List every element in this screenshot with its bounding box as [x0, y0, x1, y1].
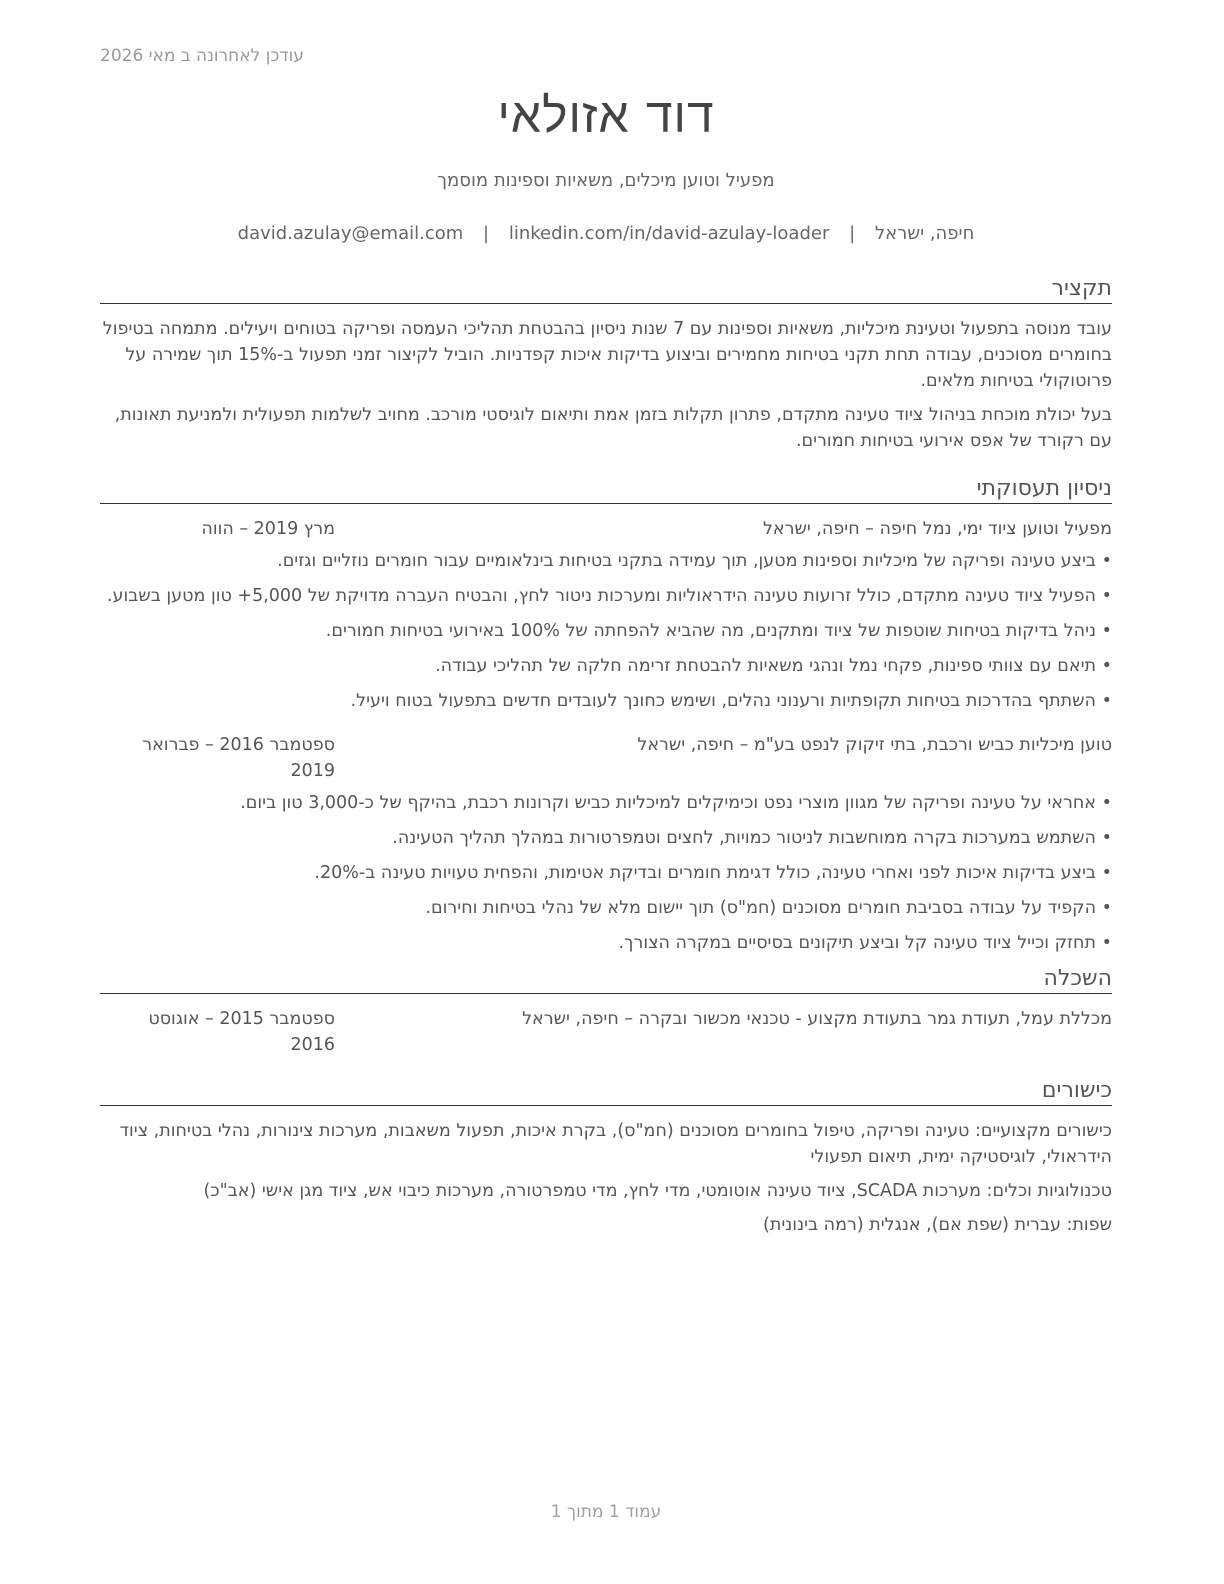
summary-paragraph: עובד מנוסה בתפעול וטעינת מיכליות, משאיות וספינות עם 7 שנות ניסיון בהבטחת תהליכי העמסה ופריקה בטוחים ויעילים. מתמחה בטיפול בחומרים מסוכנים, עבודה תחת תקני בטיחות מחמירים וביצוע בדיקות איכות קפדניות. הוביל לקיצור זמני תפעול ב-15% תוך שמירה על פרוטוקולי בטיחות מלאים. [102, 319, 1112, 391]
job-bullets [100, 790, 1112, 956]
section-title-skills: כישורים [100, 1078, 1112, 1106]
list-item: • הקפיד על עבודה בסביבת חומרים מסוכנים (חמ"ס) תוך יישום מלא של נהלי בטיחות וחירום. [100, 895, 1112, 921]
job-entry [100, 732, 1112, 956]
resume-content [100, 276, 1112, 1246]
job-title: טוען מיכליות כביש ורכבת, בתי זיקוק לנפט בע"מ – חיפה, ישראל [637, 735, 1112, 755]
list-item: • ביצע טעינה ופריקה של מיכליות וספינות מטען, תוך עמידה בתקני בטיחות בינלאומיים עבור חומרים נוזליים וגזים. [100, 548, 1112, 574]
job-entry [100, 516, 1112, 714]
job-header [100, 516, 1112, 542]
linkedin-link[interactable]: linkedin.com/in/david-azulay-loader [508, 223, 830, 244]
resume-page [100, 0, 1112, 1584]
list-item: • הפעיל ציוד טעינה מתקדם, כולל זרועות טעינה הידראוליות ומערכות ניטור לחץ, והבטיח העברה מדויקת של 5,000+ טון מטען בשבוע. [100, 583, 1112, 609]
education-title: מכללת עמל, תעודת גמר בתעודת מקצוע - טכנאי מכשור ובקרה – חיפה, ישראל [522, 1009, 1112, 1029]
job-date: מרץ 2019 – הווה [201, 519, 335, 539]
section-title-summary: תקציר [100, 276, 1112, 304]
separator: | [483, 223, 490, 244]
page-number: עמוד 1 מתוך 1 [550, 1502, 662, 1522]
list-item: • אחראי על טעינה ופריקה של מגוון מוצרי נפט וכימיקלים למיכליות כביש וקרונות רכבת, בהיקף של כ-3,000 טון ביום. [100, 790, 1112, 816]
list-item: • ניהל בדיקות בטיחות שוטפות של ציוד ומתקנים, מה שהביא להפחתה של 100% באירועי בטיחות חמורים. [100, 618, 1112, 644]
list-item: • תיאם עם צוותי ספינות, פקחי נמל ונהגי משאיות להבטחת זרימה חלקה של תהליכי עבודה. [100, 653, 1112, 679]
separator: | [849, 223, 856, 244]
job-bullets [100, 548, 1112, 714]
section-title-education: השכלה [100, 966, 1112, 994]
skills-line: שפות: עברית (שפת אם), אנגלית (רמה בינונית) [763, 1215, 1112, 1235]
list-item: • השתמש במערכות בקרה ממוחשבות לניטור כמויות, לחצים וטמפרטורות במהלך תהליך הטעינה. [100, 825, 1112, 851]
job-title: מפעיל וטוען ציוד ימי, נמל חיפה – חיפה, ישראל [762, 519, 1112, 539]
email-link[interactable]: david.azulay@email.com [237, 223, 464, 244]
job-header [100, 732, 1112, 784]
last-updated: עודכן לאחרונה ב מאי 2026 [100, 46, 304, 66]
skills-line: כישורים מקצועיים: טעינה ופריקה, טיפול בחומרים מסוכנים (חמ"ס), בקרת איכות, תפעול משאבות, מערכות צינורות, נהלי בטיחות, ציוד הידראולי, לוגיסטיקה ימית, תיאום תפעולי [119, 1121, 1112, 1167]
skills-line: טכנולוגיות וכלים: מערכות SCADA, ציוד טעינה אוטומטי, מדי לחץ, מדי טמפרטורה, מערכות כיבוי אש, ציוד מגן אישי (אב"כ) [203, 1181, 1112, 1201]
candidate-name: דוד אזולאי [497, 88, 715, 144]
contact-line [100, 223, 1112, 244]
tagline: מפעיל וטוען מיכלים, משאיות וספינות מוסמך [437, 170, 775, 191]
summary-paragraph: בעל יכולת מוכחת בניהול ציוד טעינה מתקדם, פתרון תקלות בזמן אמת ותיאום לוגיסטי מורכב. מחויב לשלמות תפעולית ולמניעת תאונות, עם רקורד של אפס אירועי בטיחות חמורים. [114, 405, 1112, 451]
location: חיפה, ישראל [874, 223, 975, 244]
education-date: ספטמבר 2015 – אוגוסט 2016 [148, 1009, 335, 1055]
list-item: • השתתף בהדרכות בטיחות תקופתיות ורענוני נהלים, ושימש כחונך לעובדים חדשים בתפעול בטוח ויעיל. [100, 688, 1112, 714]
list-item: • תחזק וכייל ציוד טעינה קל וביצע תיקונים בסיסיים במקרה הצורך. [100, 930, 1112, 956]
job-date: ספטמבר 2016 – פברואר 2019 [142, 735, 335, 781]
list-item: • ביצע בדיקות איכות לפני ואחרי טעינה, כולל דגימת חומרים ובדיקת אטימות, והפחית טעויות טעינה ב-20%. [100, 860, 1112, 886]
education-entry [100, 1006, 1112, 1058]
section-title-experience: ניסיון תעסוקתי [100, 476, 1112, 504]
